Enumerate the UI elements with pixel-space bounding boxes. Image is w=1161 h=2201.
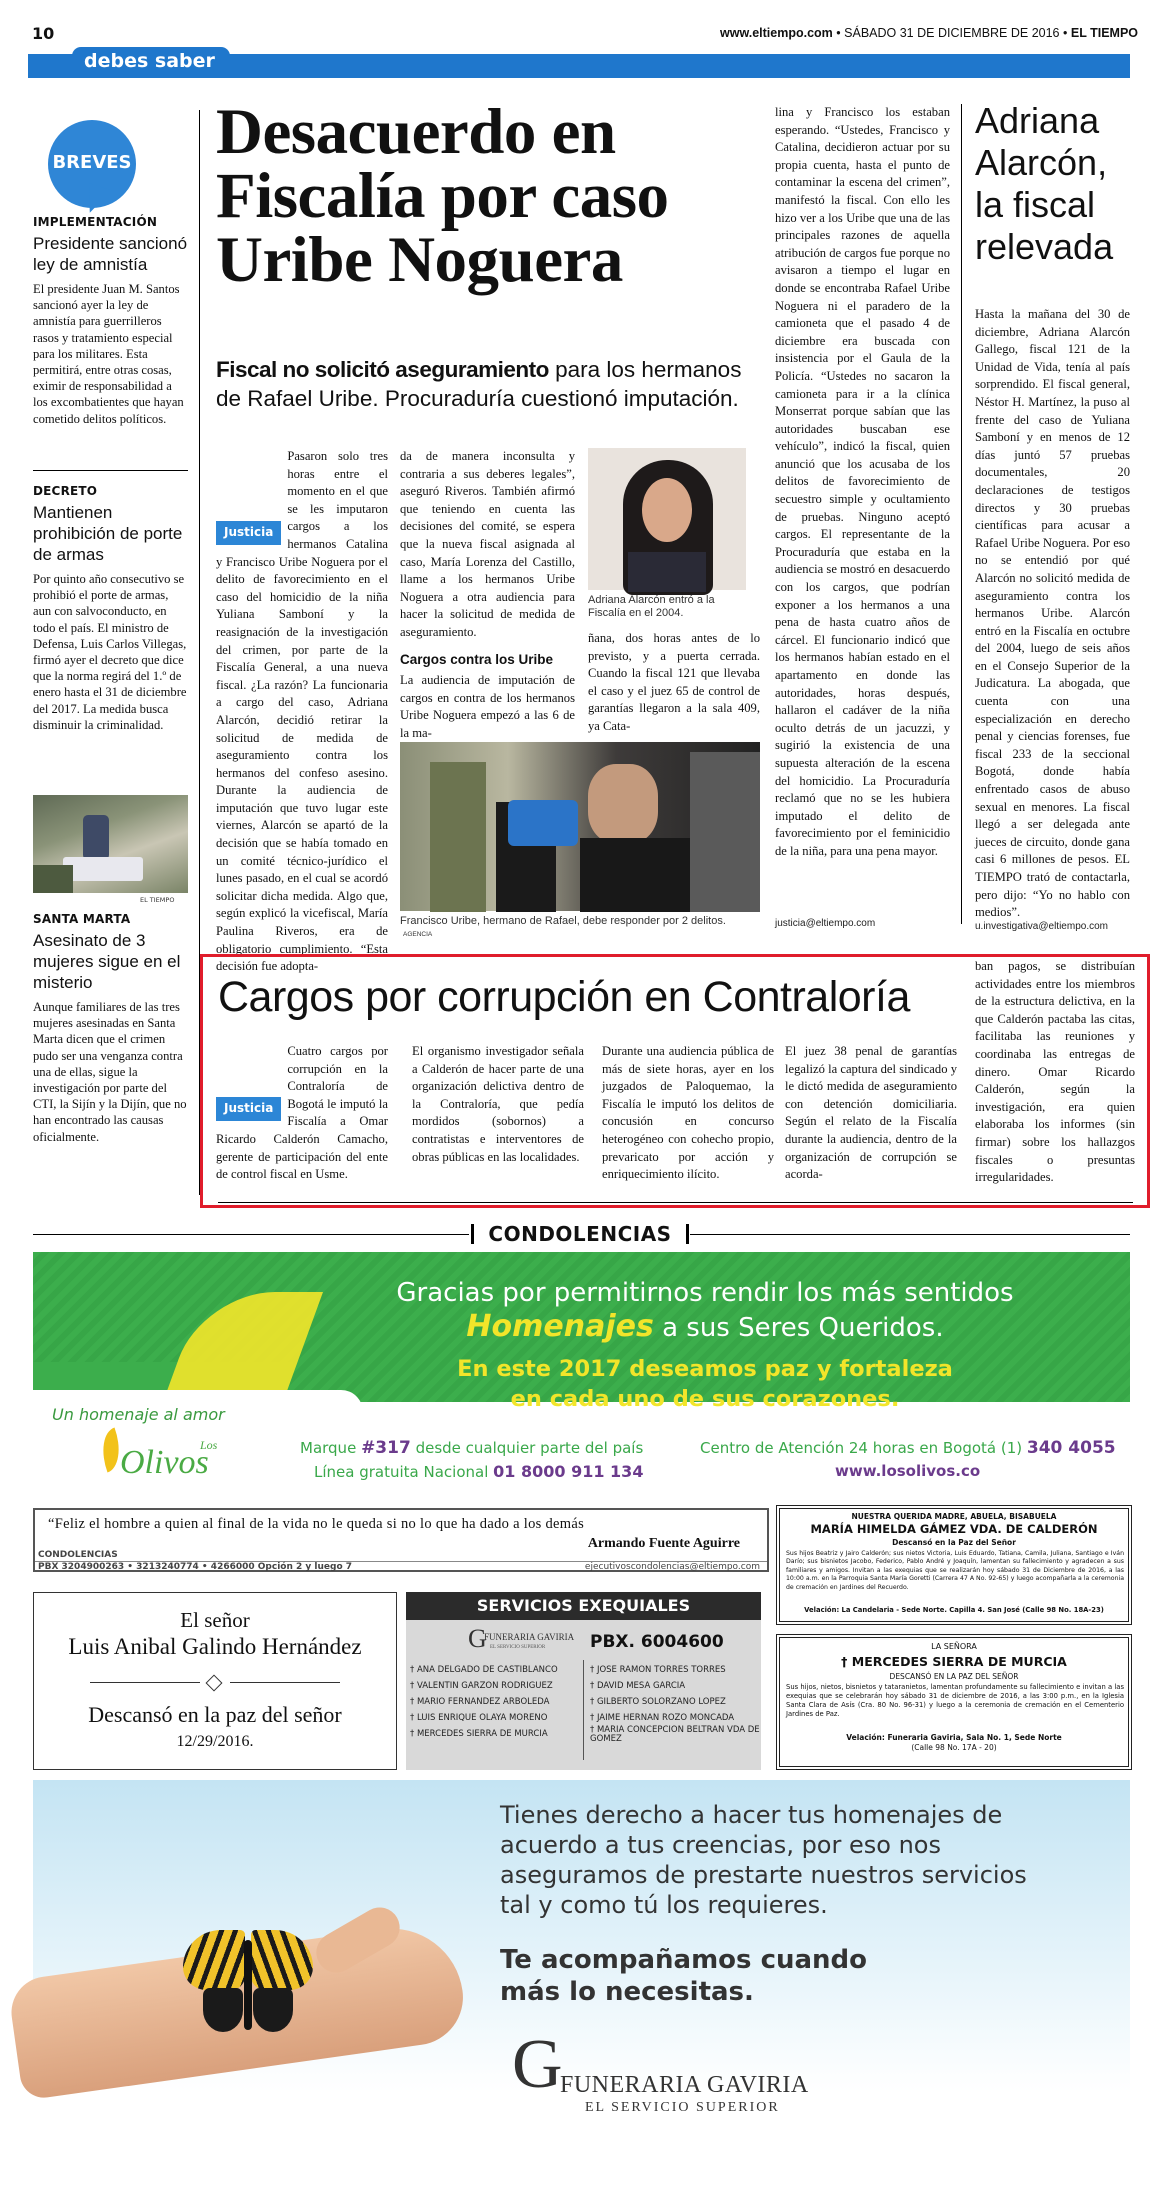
obit-rest: DESCANSÓ EN LA PAZ DEL SEÑOR bbox=[889, 1672, 1019, 1681]
brief-photo bbox=[33, 795, 188, 893]
gaviria-logo: FUNERARIA GAVIRIA bbox=[484, 1632, 575, 1642]
contraloria-headline[interactable]: Cargos por corrupción en Contraloría bbox=[218, 973, 910, 1021]
olivos-line-2: Homenajes a sus Seres Queridos. bbox=[466, 1309, 944, 1344]
list-item: † MARIO FERNANDEZ ARBOLEDA bbox=[410, 1697, 550, 1707]
divider bbox=[218, 1202, 1133, 1203]
servicios-title: SERVICIOS EXEQUIALES bbox=[476, 1596, 691, 1615]
olivos-marque: Marque #317 desde cualquier parte del país bbox=[300, 1438, 644, 1458]
article-col-1 bbox=[216, 448, 388, 974]
section-label: debes saber bbox=[84, 50, 215, 72]
obit-pre: LA SEÑORA bbox=[931, 1642, 977, 1651]
divider bbox=[690, 1234, 1130, 1235]
divider bbox=[471, 1224, 474, 1244]
gaviria-logo-sub: EL SERVICIO SUPERIOR bbox=[585, 2100, 780, 2115]
contraloria-col-4: El juez 38 penal de garantías legalizó la captura del sindicado y le dictó medida de aseguramiento con detención domiciliaria. Según el relato de la Fiscalía durante la audiencia, dentro de la organización de corrupción se acorda- bbox=[785, 1044, 957, 1182]
obit-pre: NUESTRA QUERIDA MADRE, ABUELA, BISABUELA bbox=[851, 1512, 1057, 1521]
divider bbox=[33, 470, 188, 471]
contraloria-col-5: ban pagos, se distribuían actividades entre los miembros de la estructura delictiva, en la que Calderón pactaba las citas, facilitaba las reuniones y coordinaba las entregas de dinero. Omar Ricardo Calderón, según la investigación, era quien elaboraba los informes (sin firmar) sobre los hallazgos fiscales o presuntas irregularidades. bbox=[975, 959, 1135, 1185]
quote-email[interactable]: ejecutivoscondolencias@eltiempo.com bbox=[584, 1562, 760, 1572]
contraloria-col-1: Justicia Cuatro cargos por corrupción en la Contraloría de Bogotá le imputó la Fiscalía a Omar Ricardo Calderón Camacho, gerente de participación del ente de control fiscal en Usme. bbox=[216, 1044, 388, 1182]
gaviria-logo: FUNERARIA GAVIRIA bbox=[560, 2072, 809, 2098]
uribe-photo bbox=[400, 742, 760, 911]
list-item: † ANA DELGADO DE CASTIBLANCO bbox=[410, 1665, 558, 1675]
brief-title[interactable]: Asesinato de 3 mujeres sigue en el misterio bbox=[33, 931, 181, 992]
divider bbox=[686, 1224, 689, 1244]
alarcon-photo bbox=[588, 448, 746, 590]
olivos-web[interactable]: www.losolivos.co bbox=[835, 1462, 981, 1480]
article-deck bbox=[216, 355, 756, 413]
deck-bold: Fiscal no solicitó aseguramiento bbox=[216, 357, 549, 382]
obit-date: 12/29/2016. bbox=[176, 1733, 254, 1750]
gaviria-logo-icon: G bbox=[512, 2026, 563, 2103]
gaviria-logo-sub: EL SERVICIO SUPERIOR bbox=[490, 1645, 546, 1650]
photo-credit: AGENCIA bbox=[403, 931, 433, 938]
list-item: † VALENTIN GARZON RODRIGUEZ bbox=[410, 1681, 553, 1691]
ornament-divider bbox=[90, 1676, 340, 1690]
brief-2 bbox=[33, 484, 188, 733]
obit-body: Sus hijos Beatriz y Jairo Calderón; sus nietos Victoria, Luis Eduardo, Tatiana, Camila, Juliana, Santiago e Iván Darío; sus bisnietos Jacobo, Federico, Pablo André y Joaquín, lamentan su fallecimiento y agradecen a sus familiares y amigos. Invitan a las exequias que se realizarán hoy sábado 31 de Diciembre de 2016, a las 10:00 a.m. en la Parroquia Santa María Goretti (Carrera 47 A No. 92-65) y luego acompañarla a la ceremonia de cremación en Jardines del Recuerdo. bbox=[786, 1550, 1124, 1591]
obit-rest: Descansó en la Paz del Señor bbox=[892, 1538, 1016, 1547]
side-email[interactable]: u.investigativa@eltiempo.com bbox=[975, 921, 1108, 932]
photo-caption: Adriana Alarcón entró a la Fiscalía en el 2004. bbox=[588, 594, 715, 619]
brand-name: EL TIEMPO bbox=[1070, 26, 1138, 40]
breves-label: BREVES bbox=[52, 152, 132, 173]
brief-title[interactable]: Mantienen prohibición de porte de armas bbox=[33, 503, 183, 564]
brief-kicker: SANTA MARTA bbox=[33, 912, 131, 926]
list-item: † LUIS ENRIQUE OLAYA MORENO bbox=[410, 1713, 548, 1723]
brief-kicker: IMPLEMENTACIÓN bbox=[33, 215, 158, 229]
article-col-4 bbox=[775, 104, 950, 912]
divider bbox=[33, 1234, 469, 1235]
article-col-3 bbox=[588, 630, 760, 736]
brief-body: Por quinto año consecutivo se prohibió el porte de armas, aun con salvoconducto, en todo el país. El ministro de Defensa, Luis Carlos Villegas, firmó ayer el decreto que dice que la norma regirá del 1.º de enero hasta el 31 de diciembre del 2017. La medida busca disminuir la criminalidad. bbox=[33, 572, 187, 732]
obit-rest: Descansó en la paz del señor bbox=[88, 1702, 342, 1727]
olivos-centro: Centro de Atención 24 horas en Bogotá (1) 340 4055 bbox=[700, 1438, 1116, 1458]
obit-velacion: Velación: Funeraria Gaviria, Sala No. 1, Sede Norte bbox=[846, 1733, 1062, 1742]
olivos-line-1: Gracias por permitirnos rendir los más sentidos bbox=[396, 1278, 1014, 1308]
obit-name: † MERCEDES SIERRA DE MURCIA bbox=[841, 1654, 1067, 1669]
issue-date: SÁBADO 31 DE DICIEMBRE DE 2016 bbox=[844, 26, 1060, 40]
list-item: † MARIA CONCEPCION BELTRAN VDA DE GOMEZ bbox=[590, 1725, 760, 1744]
butterfly-image bbox=[183, 1930, 313, 2040]
article-text: Pasaron solo tres horas entre el momento en el que se les imputaron cargos a los hermanos Catalina y Francisco Uribe Noguera por el delito de favorecimiento en el caso del homicidio de la niña Yuliana Samboní y la reasignación de la investigación del crimen, por parte de la Fiscalía General, a una nueva fiscal. ¿La razón? La funcionaria a cargo del caso, Adriana Alarcón, decidió retirar la solicitud de medida de aseguramiento contra los hermanos del confeso asesino. Durante la audiencia de imputación que tuvo lugar este viernes, Alarcón se apartó de la decisión que se había tomado en un comité técnico-jurídico el lunes pasado, en el cual se acordó solicitar dicha medida. Algo que, según explicó la vicefiscal, María Paulina Riveros, era de obligatorio cumplimiento. “Esta decisión fue adopta- bbox=[216, 449, 388, 974]
quote-label: CONDOLENCIAS bbox=[38, 1550, 118, 1560]
olivos-line-4: en cada uno de sus corazones. bbox=[510, 1386, 900, 1412]
deck-rest: para los hermanos de Rafael Uribe. Procuraduría cuestionó imputación. bbox=[216, 357, 742, 411]
brief-1 bbox=[33, 215, 188, 427]
servicios-pbx[interactable]: PBX. 6004600 bbox=[590, 1632, 724, 1652]
list-item: † MERCEDES SIERRA DE MURCIA bbox=[410, 1729, 548, 1739]
article-col-2 bbox=[400, 448, 575, 743]
obit-name: MARÍA HIMELDA GÁMEZ VDA. DE CALDERÓN bbox=[810, 1522, 1098, 1536]
article-text: ñana, dos horas antes de lo previsto, y a puerta cerrada. Cuando la fiscal 121 que llevaba el caso y el juez 65 de control de garantías llegaron a la sala 409, ya Cata- bbox=[588, 631, 760, 733]
servicios-list-right bbox=[590, 1662, 760, 1744]
side-text: Hasta la mañana del 30 de diciembre, Adriana Alarcón Gallego, fiscal 121 de la Unidad de Vida, tenía al país sorprendido. El fiscal general, Néstor H. Martínez, la puso al frente del caso de Yuliana Samboní y en menos de 12 días juntó 57 pruebas documentales, 20 declaraciones de testigos directos y 30 pruebas científicas para acusar a Rafael Uribe Noguera. Por eso no se entendió por qué Alarcón no solicitó medida de aseguramiento contra los hermanos Uribe. Alarcón entró en la Fiscalía en octubre del 2004, luego de seis años en el Consejo Superior de la Judicatura. La abogada, que cuenta con una especialización en derecho penal y ciencias forenses, fue fiscal 233 de la seccional Bogotá, donde había enfrentado casos de abuso sexual en menores. La fiscal llegó a ser delegada ante jueces de circuito, donde gana casi 6 millones de pesos. EL TIEMPO trató de contactarla, pero dijo: “Yo no hablo con medios”. bbox=[975, 307, 1130, 920]
quote-pbx[interactable]: PBX 3204900263 • 3213240774 • 4266000 Opción 2 y luego 7 bbox=[38, 1562, 353, 1572]
servicios-list-left bbox=[410, 1662, 582, 1742]
olivos-line-3: En este 2017 deseamos paz y fortaleza bbox=[457, 1356, 953, 1382]
obit-velacion-address: (Calle 98 No. 17A - 20) bbox=[911, 1743, 997, 1752]
contraloria-col-3: Durante una audiencia pública de más de siete horas, ayer en los juzgados de Paloquemao, la Fiscalía le imputó los delitos de concusión en concurso heterogéneo con cohecho propio, prevaricato por acción y enriquecimiento ilícito. bbox=[602, 1044, 774, 1182]
obit-velacion: Velación: La Candelaria - Sede Norte. Capilla 4. San José (Calle 98 No. 18A-23) bbox=[804, 1606, 1104, 1614]
gaviria-logo-icon: G bbox=[468, 1624, 487, 1653]
brief-kicker: DECRETO bbox=[33, 484, 98, 498]
list-item: † GILBERTO SOLORZANO LOPEZ bbox=[590, 1697, 726, 1707]
section-tag: Justicia bbox=[216, 521, 281, 545]
photo-caption: Francisco Uribe, hermano de Rafael, debe responder por 2 delitos. AGENCIA bbox=[400, 915, 726, 938]
obit-pre: El señor bbox=[180, 1608, 250, 1632]
article-headline[interactable]: Desacuerdo en Fiscalía por caso Uribe Noguera bbox=[216, 96, 669, 296]
article-text: lina y Francisco los estaban esperando. “Ustedes, Francisco y Catalina, decidieron actuar por su propia cuenta, hasta el punto de contaminar la escena del crimen”, manifestó la fiscal. Con ello les hizo ver a los Uribe que una de las principales razones de aquella atribución de cargos fue porque no avisaron a tiempo el lugar en donde se encontraba Rafael Uribe Noguera ni el paradero de la camioneta que el pasado 4 de diciembre era buscada con insistencia por el Gaula de la Policía. “Ustedes no sacaron la camioneta para ir a la clínica Monserrat porque sabían que las autoridades buscaban ese vehículo”, indicó la fiscal, quien anunció que los acusaba de los delitos de favorecimiento de secuestro simple y ocultamiento de pruebas. Ninguno aceptó cargos. El representante de la Procuraduría que estaba en la audiencia se mostró en desacuerdo con los cargos, que podrían exponer a los hermanos a una pena de hasta cuatro años de cárcel. El funcionario indicó que los hermanos habían estado en el apartamento en donde las autoridades, horas después, hallaron el cadáver de la niña oculto detrás de un jacuzzi, y sugirió la existencia de una supuesta alteración de la escena del homicidio. La Procuraduría reclamó que no se les hubiera imputado el delito de favorecimiento por el feminicidio de la niña, para una pena mayor. bbox=[775, 105, 950, 858]
list-item: † DAVID MESA GARCIA bbox=[590, 1681, 686, 1691]
brief-title[interactable]: Presidente sancionó ley de amnistía bbox=[33, 234, 188, 274]
brief-body: El presidente Juan M. Santos sancionó ayer la ley de amnistía para guerrilleros rasos y tratamiento especial para los militares. Esta permitirá, entre otras cosas, eximir de responsabilidad a los excombatientes que hayan cometido delitos políticos. bbox=[33, 282, 184, 426]
obit-body: Sus hijos, nietos, bisnietos y tataranietos, lamentan profundamente su fallecimiento e invitan a las exequias que se celebrarán hoy sábado 31 de diciembre de 2016, a las 3:00 p.m., en la Iglesia Santa Clara de Asís (Cra. 80 No. 96-31) y luego a la ceremonia de cremación en el Cementerio Jardines de Paz. bbox=[786, 1683, 1124, 1718]
olivos-linea: Línea gratuita Nacional 01 8000 911 134 bbox=[314, 1462, 644, 1481]
olivos-logo-small: Los bbox=[200, 1438, 218, 1452]
page-number: 10 bbox=[32, 24, 55, 43]
gaviria-text-2: Te acompañamos cuando más lo necesitas. bbox=[500, 1945, 868, 2007]
article-text: da de manera inconsulta y contraria a sus deberes legales”, aseguró Riveros. También afirmó que teniendo en cuenta las decisiones del comité, se espera que la nueva fiscal asignada al caso, María Lorenza del Castillo, llame a los hermanos Uribe Noguera a otra audiencia para hacer la solicitud de medida de aseguramiento. bbox=[400, 449, 575, 639]
quote-author: Armando Fuente Aguirre bbox=[587, 1536, 740, 1551]
quote-text: “Feliz el hombre a quien al final de la vida no le queda si no lo que ha dado a los demás bbox=[48, 1516, 585, 1532]
column-divider bbox=[961, 104, 962, 924]
olivos-logo: Olivos bbox=[120, 1444, 209, 1481]
olivos-tagline: Un homenaje al amor bbox=[52, 1405, 225, 1424]
article-text: La audiencia de imputación de cargos en contra de los hermanos Uribe Noguera empezó a las 6 de la ma- bbox=[400, 673, 575, 740]
list-item: † JOSE RAMON TORRES TORRES bbox=[590, 1665, 726, 1675]
section-tag: Justicia bbox=[216, 1097, 281, 1121]
contraloria-col-2: El organismo investigador señala a Calderón de hacer parte de una organización delictiva dentro de la Contraloría, que pedía mordidos (sobornos) a contratistas e interventores de obras públicas en las localidades. bbox=[412, 1044, 584, 1164]
divider bbox=[583, 1660, 584, 1760]
side-headline[interactable]: Adriana Alarcón, la fiscal relevada bbox=[975, 100, 1114, 267]
article-subhead: Cargos contra los Uribe bbox=[400, 651, 554, 667]
brief-3 bbox=[33, 912, 188, 1145]
condolencias-title: CONDOLENCIAS bbox=[488, 1222, 672, 1246]
photo-credit: EL TIEMPO bbox=[140, 896, 175, 904]
article-email[interactable]: justicia@eltiempo.com bbox=[775, 918, 876, 929]
list-item: † JAIME HERNAN ROZO MONCADA bbox=[590, 1713, 735, 1723]
brief-body: Aunque familiares de las tres mujeres asesinadas en Santa Marta dicen que el crimen pudo ser una venganza contra una de ellas, sigue la investigación por parte del CTI, la Sijín y la Dijín, que no han encontrado las causas oficialmente. bbox=[33, 1000, 187, 1144]
site-url[interactable]: www.eltiempo.com bbox=[720, 26, 833, 40]
obit-name: Luis Anibal Galindo Hernández bbox=[68, 1634, 362, 1659]
page-header: 10 www.eltiempo.com • SÁBADO 31 DE DICIEMBRE DE 2016 • EL TIEMPO bbox=[32, 24, 1138, 43]
gaviria-text-1: Tienes derecho a hacer tus homenajes de acuerdo a tus creencias, por eso nos aseguramos de prestarte nuestros servicios tal y como tú los requieres. bbox=[500, 1801, 1027, 1919]
